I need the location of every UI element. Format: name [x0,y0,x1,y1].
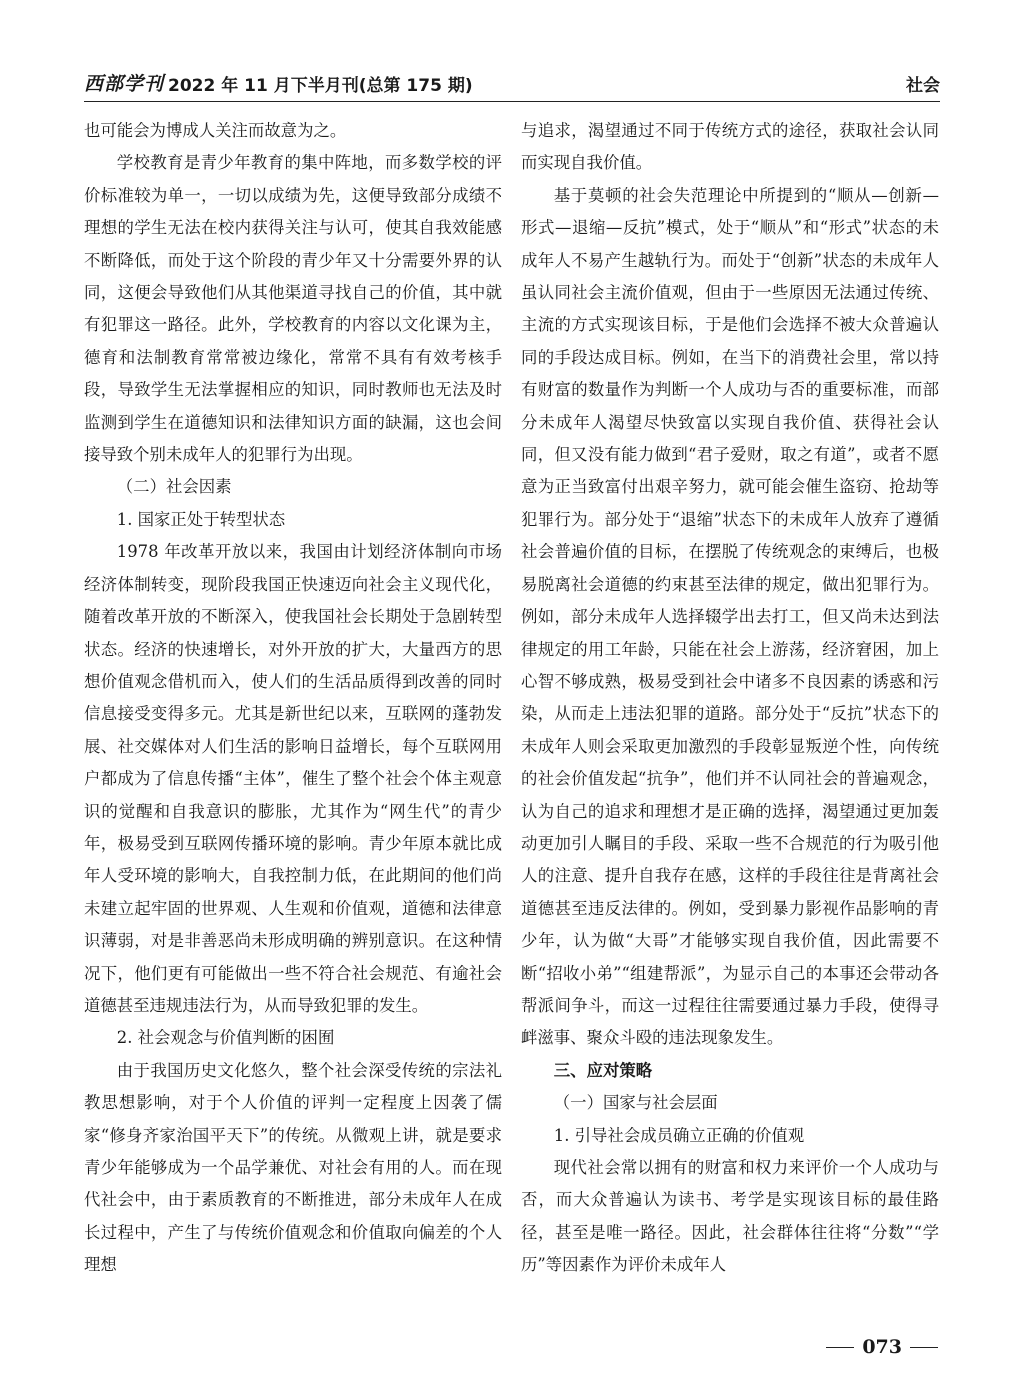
paragraph-continued: 与追求，渴望通过不同于传统方式的途径，获取社会认同而实现自我价值。 [521,121,939,173]
subheading: 2. 社会观念与价值判断的困囿 [116,1028,335,1048]
running-header [84,64,940,96]
paragraph: 现代社会常以拥有的财富和权力来评价一个人成功与否，而大众普遍认为读书、考学是实现该目标的最佳路径，甚至是唯一路径。因此，社会群体往往将“分数”“学历”等因素作为评价未成年人 [521,1158,939,1275]
issue-info: 2022 年 11 月下半月刊(总第 175 期) [168,76,473,96]
header-left [84,69,473,96]
paragraph: 由于我国历史文化悠久，整个社会深受传统的宗法礼教思想影响，对于个人价值的评判一定程度上因袭了儒家“修身齐家治国平天下”的传统。从微观上讲，就是要求青少年能够成为一个品学兼优、对社会有用的人。而在现代社会中，由于素质教育的不断推进，部分未成年人在成长过程中，产生了与传统价值观念和价值取向偏差的个人理想 [84,1060,502,1275]
section-heading: 三、应对策略 [553,1060,653,1080]
paragraph: 学校教育是青少年教育的集中阵地，而多数学校的评价标准较为单一，一切以成绩为先，这便导致部分成绩不理想的学生无法在校内获得关注与认可，使其自我效能感不断降低，而处于这个阶段的青少年又十分需要外界的认同，这便会导致他们从其他渠道寻找自己的价值，其中就有犯罪这一路径。此外，学校教育的内容以文化课为主，德育和法制教育常常被边缘化，常常不具有有效考核手段，导致学生无法掌握相应的知识，同时教师也无法及时监测到学生在道德知识和法律知识方面的缺漏，这也会间接导致个别未成年人的犯罪行为出现。 [84,153,502,465]
paragraph-continued: 也可能会为博成人关注而故意为之。 [84,121,347,140]
paragraph: 1978 年改革开放以来，我国由计划经济体制向市场经济体制转变，现阶段我国正快速迈向社会主义现代化，随着改革开放的不断深入，使我国社会长期处于急剧转型状态。经济的快速增长，对外开放的扩大，大量西方的思想价值观念借机而入，使人们的生活品质得到改善的同时信息接受变得多元。尤其是新世纪以来，互联网的蓬勃发展、社交媒体对人们生活的影响日益增长，每个互联网用户都成为了信息传播“主体”，催生了整个社会个体主观意识的觉醒和自我意识的膨胀，尤其作为“网生代”的青少年，极易受到互联网传播环境的影响。青少年原本就比成年人受环境的影响大，自我控制力低，在此期间的他们尚未建立起牢固的世界观、人生观和价值观，道德和法律意识薄弱，对是非善恶尚未形成明确的辨别意识。在这种情况下，他们更有可能做出一些不符合社会规范、有逾社会道德甚至违规违法行为，从而导致犯罪的发生。 [84,542,502,1015]
subheading: （二）社会因素 [116,477,232,497]
header-rule [84,101,940,102]
subheading: 1. 引导社会成员确立正确的价值观 [553,1125,805,1145]
paragraph: 基于莫顿的社会失范理论中所提到的“顺从—创新—形式—退缩—反抗”模式，处于“顺从”和“形式”状态的未成年人不易产生越轨行为。而处于“创新”状态的未成年人虽认同社会主流价值观，但由于一些原因无法通过传统、主流的方式实现该目标，于是他们会选择不被大众普遍认同的手段达成目标。例如，在当下的消费社会里，常以持有财富的数量作为判断一个人成功与否的重要标准，而部分未成年人渴望尽快致富以实现自我价值、获得社会认同，但又没有能力做到“君子爱财，取之有道”，或者不愿意为正当致富付出艰辛努力，就可能会催生盗窃、抢劫等犯罪行为。部分处于“退缩”状态下的未成年人放弃了遵循社会普遍价值的目标，在摆脱了传统观念的束缚后，也极易脱离社会道德的约束甚至法律的规定，做出犯罪行为。例如，部分未成年人选择辍学出去打工，但又尚未达到法律规定的用工年龄，只能在社会上游荡，经济窘困，加上心智不够成熟，极易受到社会中诸多不良因素的诱惑和污染，从而走上违法犯罪的道路。部分处于“反抗”状态下的未成年人则会采取更加激烈的手段彰显叛逆个性，向传统的社会价值发起“抗争”，他们并不认同社会的普遍观念，认为自己的追求和理想才是正确的选择，渴望通过更加轰动更加引人瞩目的手段、采取一些不合规范的行为吸引他人的注意、提升自我存在感，这样的手段往往是背离社会道德甚至违反法律的。例如，受到暴力影视作品影响的青少年，认为做“大哥”才能够实现自我价值，因此需要不断“招收小弟”“组建帮派”，为显示自己的本事还会带动各帮派间争斗，而这一过程往往需要通过暴力手段，使得寻衅滋事、聚众斗殴的违法现象发生。 [521,185,939,1048]
footer-dash-left [826,1347,854,1348]
right-column [521,115,939,1282]
section-label: 社会 [906,76,940,96]
footer-dash-right [910,1347,938,1348]
journal-logo: 西部学刊 [84,73,165,95]
page-footer [826,1336,938,1358]
left-column [84,115,502,1282]
subheading: （一）国家与社会层面 [553,1093,718,1113]
page-number: 073 [862,1336,902,1358]
subheading: 1. 国家正处于转型状态 [116,509,286,529]
